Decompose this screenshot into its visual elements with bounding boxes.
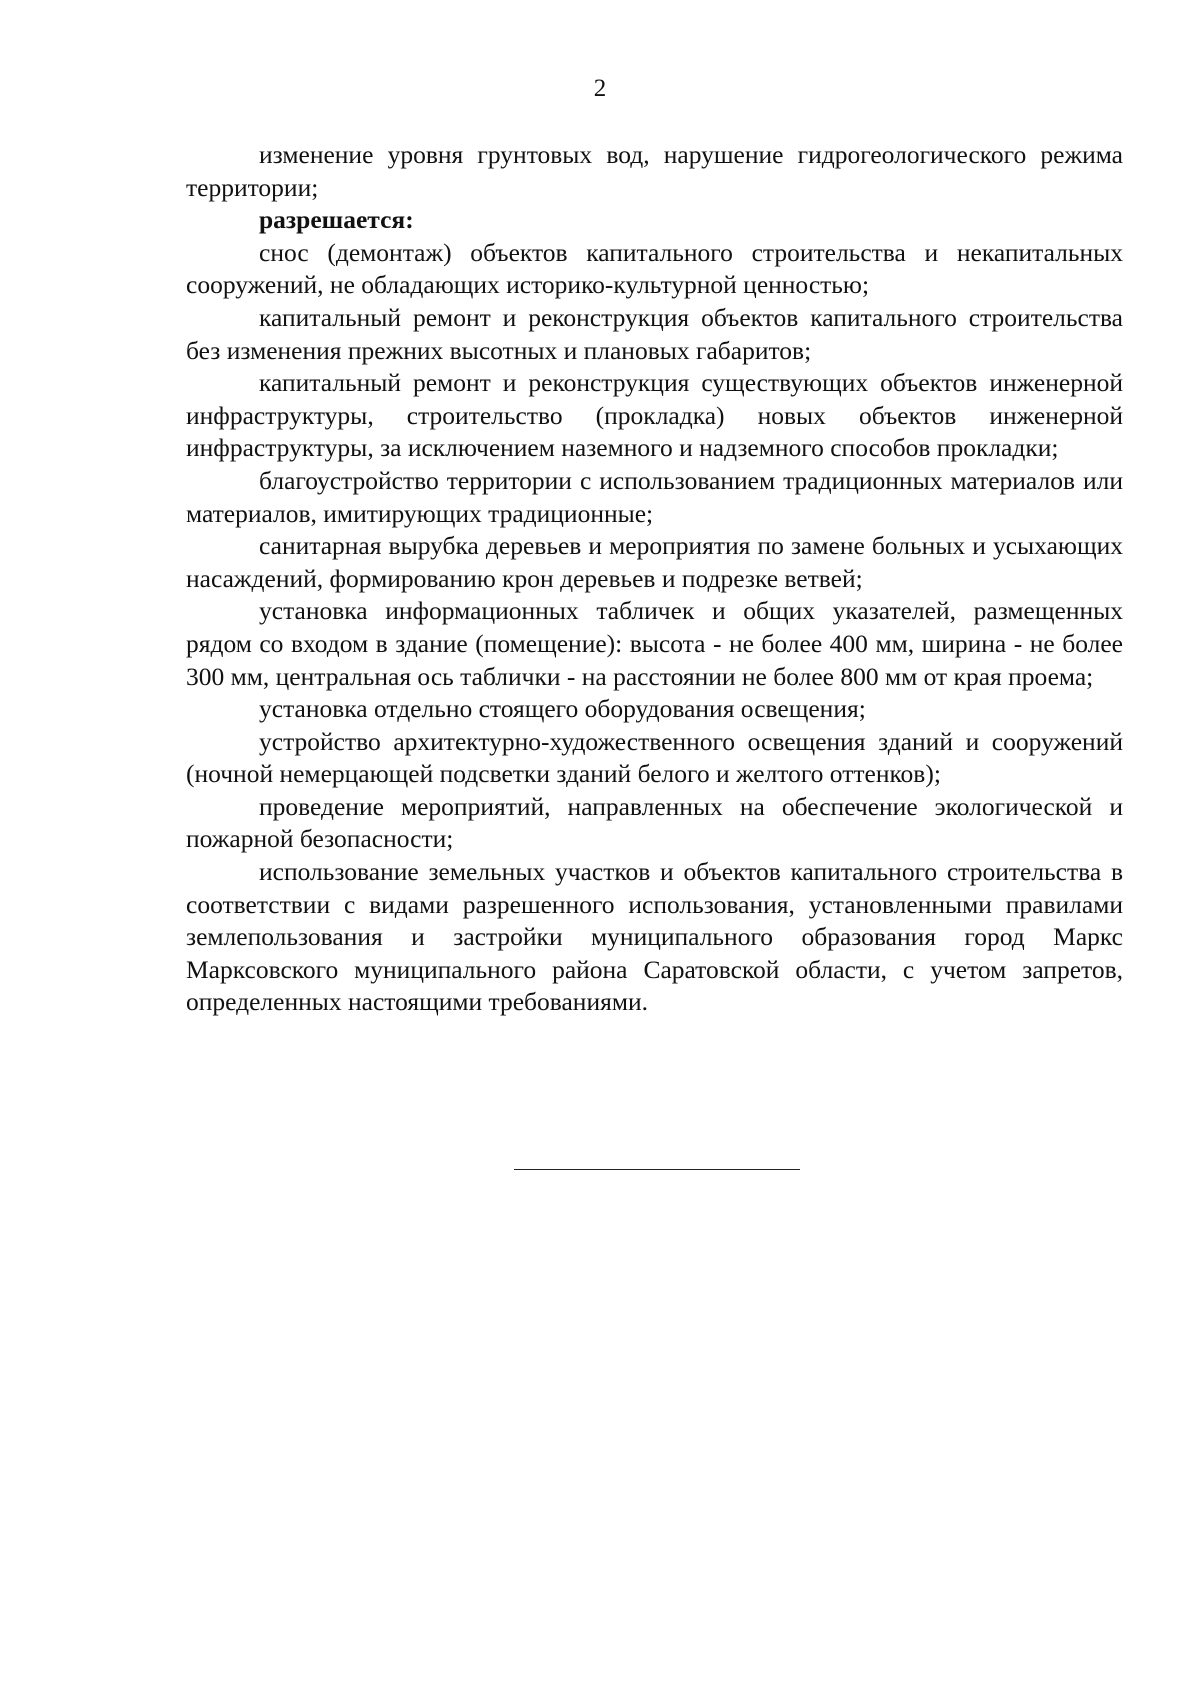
paragraph-lighting-equipment: установка отдельно стоящего оборудования освещения; — [259, 694, 866, 724]
paragraph-safety-measures: проведение мероприятий, направленных на обеспечение экологической и пожарной безопасности; — [186, 791, 1123, 854]
page-number: 2 — [593, 75, 607, 102]
paragraph-sanitary-felling: санитарная вырубка деревьев и мероприятия по замене больных и усыхающих насаждений, формированию крон деревьев и подрезке ветвей; — [186, 531, 1123, 593]
document-body — [186, 139, 1123, 1019]
paragraph-architectural-lighting: устройство архитектурно-художественного освещения зданий и сооружений (ночной немерцающей подсветки зданий белого и желтого оттенков); — [186, 726, 1123, 789]
paragraph-landscaping: благоустройство территории с использованием традиционных материалов или материалов, имитирующих традиционные; — [186, 465, 1123, 528]
paragraph-info-signs: установка информационных табличек и общих указателей, размещенных рядом со входом в здание (помещение): высота - не более 400 мм, ширина - не более 300 мм, центральная ось таблички - на расстоянии не более 800 мм от края проема; — [186, 596, 1123, 691]
paragraph-land-use: использование земельных участков и объектов капитального строительства в соответствии с видами разрешенного использования, установленными правилами землепользования и застройки муниципального образования город Маркс Марксовского муниципального района Саратовской области, с учетом запретов, определенных настоящими требованиями. — [186, 857, 1123, 1017]
paragraph-groundwater: изменение уровня грунтовых вод, нарушение гидрогеологического режима территории; — [186, 140, 1123, 202]
section-heading-allowed: разрешается: — [259, 205, 414, 235]
paragraph-engineering-infrastructure: капитальный ремонт и реконструкция существующих объектов инженерной инфраструктуры, строительство (прокладка) новых объектов инженерной инфраструктуры, за исключением наземного и надземного способов прокладки; — [186, 368, 1123, 463]
paragraph-capital-repair: капитальный ремонт и реконструкция объектов капитального строительства без изменения прежних высотных и плановых габаритов; — [186, 302, 1123, 365]
paragraph-demolition: снос (демонтаж) объектов капитального строительства и некапитальных сооружений, не обладающих историко-культурной ценностью; — [186, 237, 1123, 300]
end-divider-line — [514, 1169, 800, 1170]
